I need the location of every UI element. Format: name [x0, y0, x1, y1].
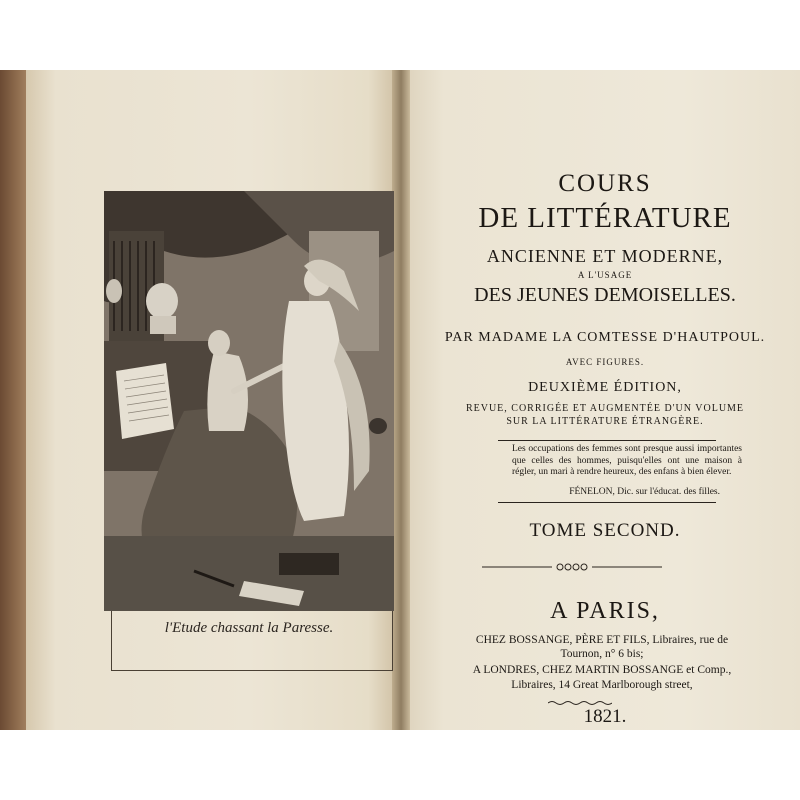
publisher-line-1: CHEZ BOSSANGE, PÈRE ET FILS, Libraires, rue de	[475, 634, 729, 646]
frontispiece-engraving	[104, 191, 394, 611]
figures-note: AVEC FIGURES.	[565, 357, 645, 367]
title-line-1: COURS	[558, 170, 652, 197]
volume-label: TOME SECOND.	[529, 520, 681, 541]
edition-note	[420, 402, 790, 428]
title-audience: DES JEUNES DEMOISELLES.	[474, 284, 736, 306]
publisher-line-3: A LONDRES, CHEZ MARTIN BOSSANGE et Comp.,	[472, 664, 732, 676]
epigraph-text: Les occupations des femmes sont presque aussi importantes que celles des hommes, puisqu'elles ont une maison à régler, un mari à rendre heureux, des enfans à bien élever.	[512, 444, 742, 477]
author-line: PAR MADAME LA COMTESSE D'HAUTPOUL.	[444, 330, 766, 345]
title-line-2: DE LITTÉRATURE	[478, 202, 732, 234]
publisher-line-4: Libraires, 14 Great Marlborough street,	[511, 679, 693, 691]
ornament-divider	[482, 560, 662, 574]
title-subtitle: ANCIENNE ET MODERNE,	[486, 246, 724, 266]
book-gutter	[392, 70, 410, 730]
edition-note-line-2: SUR LA LITTÉRATURE ÉTRANGÈRE.	[506, 416, 704, 427]
title-a-lusage: A L'USAGE	[577, 270, 633, 280]
epigraph-rule-top	[498, 440, 716, 441]
imprint-year: 1821.	[583, 706, 627, 727]
imprint-place: A PARIS,	[550, 598, 660, 624]
epigraph-attribution: FÉNELON, Dic. sur l'éducat. des filles.	[569, 487, 720, 497]
edition-line: DEUXIÈME ÉDITION,	[528, 380, 682, 395]
right-page	[404, 70, 800, 730]
publisher-line-2: Tournon, n° 6 bis;	[560, 648, 644, 660]
epigraph-rule-bottom	[498, 502, 716, 503]
edition-note-line-1: REVUE, CORRIGÉE ET AUGMENTÉE D'UN VOLUME	[465, 403, 745, 414]
frontispiece-caption: l'Etude chassant la Paresse.	[164, 620, 334, 636]
